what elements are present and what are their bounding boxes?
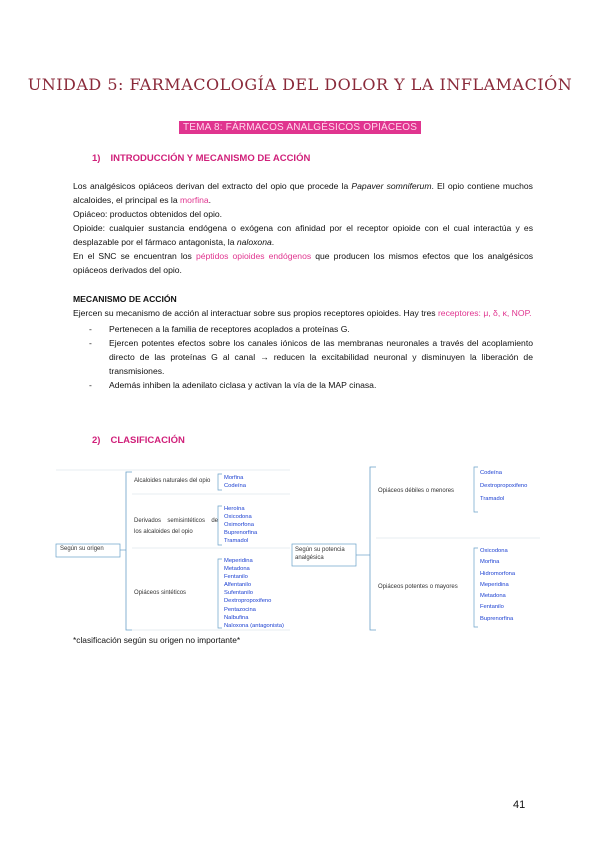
list-item: Meperidina (480, 581, 509, 588)
sinteticos-list (224, 557, 284, 630)
list-item: Dextropropoxifeno (224, 598, 272, 605)
page-number: 41 (513, 799, 526, 811)
list-item: Alfentanilo (224, 582, 252, 589)
section-2-heading: 2) CLASIFICACIÓN (92, 435, 185, 446)
list-item: Meperidina (224, 558, 253, 564)
potentes-label: Opiáceos potentes o mayores (378, 584, 458, 590)
root-potency-label: Según su potencia analgésica (295, 547, 345, 561)
list-item: - Además inhiben la adenilato ciclasa y activan la vía de la MAP cinasa. (89, 378, 533, 392)
list-item: Naloxona (antagonista) (224, 622, 284, 629)
list-item: Fentanilo (224, 574, 248, 581)
section-1-heading: 1) INTRODUCCIÓN Y MECANISMO DE ACCIÓN (92, 153, 311, 164)
list-item: Pentazocina (224, 606, 256, 613)
mechanism-text: Ejercen su mecanismo de acción al interactuar sobre sus propios receptores opioides. Hay tres receptores: μ, δ, κ, NOP. (73, 308, 532, 318)
list-item: Oxicodona (480, 548, 508, 554)
root-origin-label: Según su origen (60, 546, 104, 552)
potentes-list (480, 546, 515, 625)
list-item: Codeína (224, 483, 246, 490)
semisinteticos-list (224, 505, 257, 545)
naturales-label: Alcaloides naturales del opio (134, 478, 211, 484)
list-item: Metadona (224, 566, 250, 573)
list-item: Morfina (480, 559, 500, 566)
list-item: Tramadol (480, 496, 505, 502)
page-title: UNIDAD 5: FARMACOLOGÍA DEL DOLOR Y LA INFLAMACIÓN (27, 75, 573, 94)
list-item: Nalbufina (224, 614, 249, 621)
list-item: Heroína (224, 506, 245, 512)
list-item: - Pertenecen a la familia de receptores acoplados a proteínas G. (89, 322, 533, 336)
list-item: Oxicodona (224, 514, 252, 521)
semisinteticos-label: Derivados semisintéticos de los alcaloides del opio (134, 518, 218, 535)
list-item: Hidromorfona (480, 570, 516, 577)
list-item: Tramadol (224, 538, 249, 545)
list-item: Buprenorfina (224, 530, 258, 537)
list-item: Codeína (480, 470, 502, 476)
list-item: Metadona (480, 593, 506, 600)
debiles-list (480, 467, 527, 506)
page-subtitle: TEMA 8: FÁRMACOS ANALGÉSICOS OPIÁCEOS (179, 121, 421, 134)
list-item: Buprenorfina (480, 615, 514, 622)
debiles-label: Opiáceos débiles o menores (378, 488, 455, 494)
list-item: - Ejercen potentes efectos sobre los canales iónicos de las membranas neuronales a través del acoplamiento directo de las proteínas G al canal → reducen la excitabilidad neuronal y disminuyen la liberación de transmisiones. (89, 336, 533, 378)
intro-text: Los analgésicos opiáceos derivan del extracto del opio que procede la Papaver somniferum. El opio contiene muchos alcaloides, el principal es la morfina. Opiáceo: productos obtenidos del opio. Opioide: cualquier sustancia endógena o exógena con afinidad por el receptor opioide con el cual interactúa y es desplazable por el fármaco antagonista, la naloxona. En el SNC se encuentran los péptidos opioides endógenos que producen los mismos efectos que los analgésicos opiáceos derivados del opio. (73, 181, 534, 275)
naturales-list (224, 474, 246, 490)
sinteticos-label: Opiáceos sintéticos (134, 590, 187, 596)
list-item: Oximorfona (224, 522, 254, 529)
list-item: Sufentanilo (224, 590, 254, 597)
mechanism-heading: MECANISMO DE ACCIÓN (73, 294, 177, 304)
list-item: Morfina (224, 475, 244, 481)
list-item: Dextropropoxifeno (480, 483, 528, 489)
list-item: Fentanilo (480, 604, 504, 611)
classification-note: *clasificación según su origen no importante* (73, 635, 241, 645)
